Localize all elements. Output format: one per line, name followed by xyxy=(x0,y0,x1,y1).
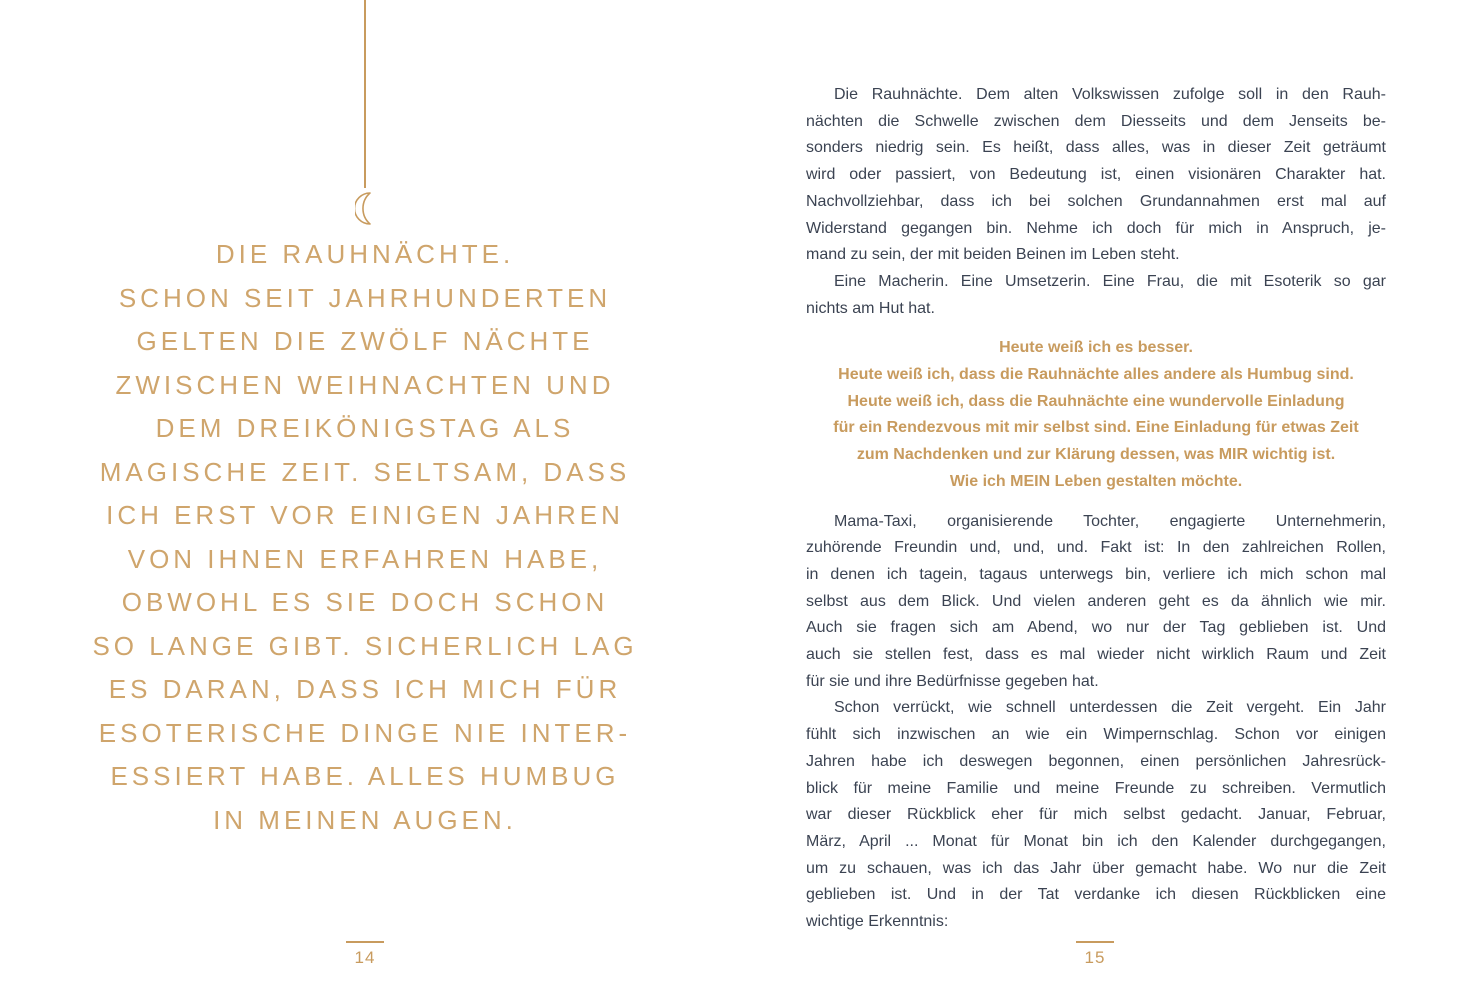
text-line: Mama-Taxi, organisierende Tochter, engagierte Unternehmerin, xyxy=(834,512,1386,530)
text-line: ES DARAN, DASS ICH MICH FÜR xyxy=(108,674,622,704)
text-line: Nachvollziehbar, dass ich bei solchen Grundannahmen erst mal auf xyxy=(806,192,1386,210)
text-line: Jahren habe ich deswegen begonnen, einen persönlichen Jahresrück- xyxy=(806,752,1386,770)
text-line: zuhörende Freundin und, und, und. Fakt ist: In den zahlreichen Rollen, xyxy=(806,539,1386,557)
text-line: Auch sie fragen sich am Abend, wo nur der Tag geblieben ist. Und xyxy=(806,619,1386,637)
text-line: Die Rauhnächte. Dem alten Volkswissen zufolge soll in den Rauh- xyxy=(834,86,1386,103)
page-footer-right xyxy=(730,941,1460,968)
text-line: ESSIERT HABE. ALLES HUMBUG xyxy=(110,761,620,791)
text-line: blick für meine Familie und meine Freunde zu schreiben. Vermutlich xyxy=(806,779,1386,797)
ornament-vertical-line xyxy=(364,0,366,188)
body-paragraph-1 xyxy=(806,82,1386,269)
text-line: mand zu sein, der mit beiden Beinen im Leben steht. xyxy=(806,246,1180,264)
text-line: GELTEN DIE ZWÖLF NÄCHTE xyxy=(136,326,594,356)
text-line: Widerstand gegangen bin. Nehme ich doch für mich in Anspruch, je- xyxy=(806,219,1386,237)
text-line: geblieben ist. Und in der Tat verdanke ich diesen Rückblicken eine xyxy=(806,886,1386,904)
text-line: DEM DREIKÖNIGSTAG ALS xyxy=(155,413,575,443)
text-line: um zu schauen, was ich das Jahr über gemacht habe. Wo nur die Zeit xyxy=(806,859,1386,877)
text-line: auch sie stellen fest, dass es mal wieder nicht wirklich Raum und Zeit xyxy=(806,646,1386,664)
page-right xyxy=(730,0,1460,1000)
text-line: ESOTERISCHE DINGE NIE INTER- xyxy=(98,717,632,748)
text-line: OBWOHL ES SIE DOCH SCHON xyxy=(121,587,609,617)
body-paragraph-4 xyxy=(806,695,1386,935)
text-line: ZWISCHEN WEIHNACHTEN UND xyxy=(115,369,615,400)
text-line: Schon verrückt, wie schnell unterdessen die Zeit vergeht. Ein Jahr xyxy=(834,699,1386,717)
text-line: war dieser Rückblick eher für mich selbst gedacht. Januar, Februar, xyxy=(806,806,1386,824)
chapter-display-text xyxy=(35,233,695,842)
text-line: selbst aus dem Blick. Und vielen anderen geht es da ähnlich wie mir. xyxy=(806,592,1386,610)
text-line: sonders niedrig sein. Es heißt, dass alles, was in dieser Zeit geträumt xyxy=(806,139,1386,157)
text-line: SO LANGE GIBT. SICHERLICH LAG xyxy=(92,630,638,661)
page-number: 14 xyxy=(354,948,376,967)
text-line: Heute weiß ich, dass die Rauhnächte alles andere als Humbug sind. xyxy=(838,366,1354,384)
text-line: IN MEINEN AUGEN. xyxy=(213,804,517,835)
text-line: für ein Rendezvous mit mir selbst sind. Eine Einladung für etwas Zeit xyxy=(833,419,1359,437)
text-line: für sie und ihre Bedürfnisse gegeben hat. xyxy=(806,672,1099,690)
text-line: Heute weiß ich es besser. xyxy=(999,339,1193,357)
text-line: wird oder passiert, von Bedeutung ist, einen visionären Charakter hat. xyxy=(806,166,1386,184)
text-line: VON IHNEN ERFAHREN HABE, xyxy=(127,543,603,574)
text-line: SCHON SEIT JAHRHUNDERTEN xyxy=(118,282,612,313)
text-line: nichts am Hut hat. xyxy=(806,299,935,317)
text-line: nächten die Schwelle zwischen dem Diesseits und dem Jenseits be- xyxy=(806,112,1386,130)
body-text-column xyxy=(806,82,1386,936)
text-line: Heute weiß ich, dass die Rauhnächte eine wundervolle Einladung xyxy=(847,392,1345,410)
text-line: DIE RAUHNÄCHTE. xyxy=(215,239,515,269)
text-line: MAGISCHE ZEIT. SELTSAM, DASS xyxy=(99,456,631,487)
page-footer-left xyxy=(0,941,730,968)
text-line: Wie ich MEIN Leben gestalten möchte. xyxy=(949,472,1243,490)
text-line: März, April ... Monat für Monat bin ich den Kalender durchgegangen, xyxy=(806,832,1386,850)
text-line: zum Nachdenken und zur Klärung dessen, was MIR wichtig ist. xyxy=(856,446,1336,464)
footer-rule xyxy=(346,941,384,943)
crescent-moon-icon xyxy=(355,192,375,225)
text-line: in denen ich tagein, tagaus unterwegs bin, verliere ich mich schon mal xyxy=(806,565,1386,583)
text-line: wichtige Erkenntnis: xyxy=(806,913,949,931)
accent-paragraph xyxy=(806,335,1386,495)
footer-rule xyxy=(1076,941,1114,943)
text-line: fühlt sich inzwischen an wie ein Wimpernschlag. Schon vor einigen xyxy=(806,726,1386,744)
body-paragraph-2 xyxy=(806,269,1386,322)
body-paragraph-3 xyxy=(806,509,1386,696)
page-number: 15 xyxy=(1084,948,1106,967)
text-line: ICH ERST VOR EINIGEN JAHREN xyxy=(106,500,624,530)
text-line: Eine Macherin. Eine Umsetzerin. Eine Frau, die mit Esoterik so gar xyxy=(834,272,1386,290)
